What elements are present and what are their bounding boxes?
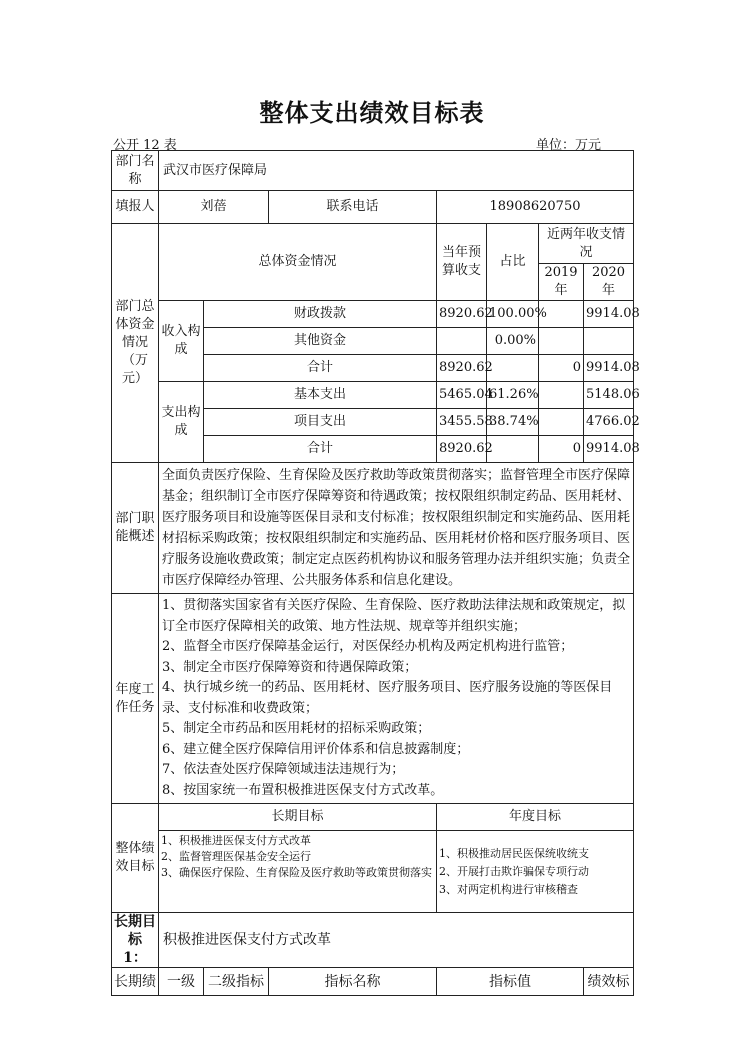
indicator-level2: 二级指标 bbox=[204, 968, 269, 996]
expense-row-ratio bbox=[487, 436, 539, 463]
tasks-label: 年度工作任务 bbox=[112, 594, 159, 804]
expense-row-2020: 9914.08 bbox=[584, 436, 634, 463]
indicator-effect: 绩效标 bbox=[584, 968, 634, 996]
task-item: 5、制定全市药品和医用耗材的招标采购政策； bbox=[162, 721, 431, 736]
task-item: 1、贯彻落实国家省有关医疗保险、生育保险、医疗救助法律法规和政策规定，拟订全市医疗保障相关的政策、地方性法规、规章等并组织实施； bbox=[162, 598, 626, 634]
funds-header-ratio: 占比 bbox=[487, 224, 539, 301]
income-row-2020: 9914.08 bbox=[584, 355, 634, 382]
funds-header-total: 总体资金情况 bbox=[159, 224, 437, 301]
income-row-ratio: 100.00% bbox=[487, 301, 539, 328]
task-item: 7、依法查处医疗保障领域违法违规行为； bbox=[162, 762, 405, 777]
goals-long-header: 长期目标 bbox=[159, 804, 437, 831]
filler-name: 刘蓓 bbox=[159, 191, 269, 224]
indicator-level1: 一级 bbox=[159, 968, 204, 996]
expense-row-name: 基本支出 bbox=[204, 382, 437, 409]
income-row-2019: 0 bbox=[539, 355, 584, 382]
page-title: 整体支出绩效目标表 bbox=[259, 99, 485, 127]
income-row-name: 财政拨款 bbox=[204, 301, 437, 328]
expense-row-2019 bbox=[539, 382, 584, 409]
income-row-name: 其他资金 bbox=[204, 328, 437, 355]
income-row-budget bbox=[437, 328, 487, 355]
funds-year-2020: 2020 年 bbox=[584, 264, 634, 301]
task-item: 3、制定全市医疗保障筹资和待遇保障政策； bbox=[162, 659, 418, 675]
task-item: 4、执行城乡统一的药品、医用耗材、医疗服务项目、医疗服务设施的等医保目录、支付标准和收费政策； bbox=[162, 680, 613, 716]
income-row-budget: 8920.62 bbox=[437, 355, 487, 382]
task-item: 2、监督全市医疗保障基金运行，对医保经办机构及两定机构进行监管； bbox=[162, 639, 574, 654]
long-goal1-label: 长期目标 1： bbox=[112, 913, 159, 968]
expense-label: 支出构成 bbox=[159, 382, 204, 463]
income-row-2019 bbox=[539, 328, 584, 355]
year-goal-item: 3、对两定机构进行审核稽查 bbox=[439, 882, 578, 896]
funds-header-recent: 近两年收支情况 bbox=[539, 224, 634, 264]
funds-year-2019: 2019 年 bbox=[539, 264, 584, 301]
duties-text: 全面负责医疗保险、生育保险及医疗救助等政策贯彻落实；监督管理全市医疗保障基金；组织制订全市医疗保障筹资和待遇政策；按权限组织制定药品、医用耗材、医疗服务项目和设施等医保目录和支付标准；按权限组织制定和实施药品、医用耗材招标采购政策；按权限组织制定和实施药品、医用耗材价格和医疗服务项目、医疗服务设施收费政策；制定定点医药机构协议和服务管理办法并组织实施；负责全市医疗保障经办管理、公共服务体系和信息化建设。 bbox=[159, 463, 634, 594]
expense-row-name: 合计 bbox=[204, 436, 437, 463]
phone-value: 18908620750 bbox=[437, 191, 634, 224]
income-row-2020: 9914.08 bbox=[584, 301, 634, 328]
task-item: 6、建立健全医疗保障信用评价体系和信息披露制度； bbox=[162, 741, 470, 757]
year-goal-item: 2、开展打击欺诈骗保专项行动 bbox=[439, 864, 589, 878]
long-goal-item: 2、监督管理医保基金安全运行 bbox=[161, 850, 311, 863]
expense-row-2020: 5148.06 bbox=[584, 382, 634, 409]
unit-label: 单位：万元 bbox=[536, 138, 602, 153]
expense-row-2019: 0 bbox=[539, 436, 584, 463]
expense-row-budget: 8920.62 bbox=[437, 436, 487, 463]
performance-table bbox=[111, 150, 640, 996]
goals-year-header: 年度目标 bbox=[437, 804, 634, 831]
expense-row-ratio: 61.26% bbox=[487, 382, 539, 409]
expense-row-2019 bbox=[539, 409, 584, 436]
funds-label: 部门总体资金情况（万元） bbox=[112, 224, 159, 463]
expense-row-ratio: 38.74% bbox=[487, 409, 539, 436]
doc-number: 公开 12 表 bbox=[113, 138, 177, 153]
year-goal-item: 1、积极推动居民医保统收统支 bbox=[439, 846, 589, 860]
indicator-name: 指标名称 bbox=[269, 968, 437, 996]
income-row-name: 合计 bbox=[204, 355, 437, 382]
income-row-ratio: 0.00% bbox=[487, 328, 539, 355]
dept-label: 部门名称 bbox=[112, 151, 159, 191]
goals-label: 整体绩效目标 bbox=[112, 804, 159, 913]
goals-year-list bbox=[437, 831, 634, 913]
filler-label: 填报人 bbox=[112, 191, 159, 224]
expense-row-name: 项目支出 bbox=[204, 409, 437, 436]
income-label: 收入构成 bbox=[159, 301, 204, 382]
dept-value: 武汉市医疗保障局 bbox=[159, 151, 634, 191]
indicator-col1: 长期绩 bbox=[112, 968, 159, 996]
income-row-budget: 8920.62 bbox=[437, 301, 487, 328]
income-row-ratio bbox=[487, 355, 539, 382]
phone-label: 联系电话 bbox=[269, 191, 437, 224]
income-row-2020 bbox=[584, 328, 634, 355]
expense-row-budget: 5465.04 bbox=[437, 382, 487, 409]
tasks-list bbox=[159, 594, 634, 804]
long-goal1-value: 积极推进医保支付方式改革 bbox=[159, 913, 634, 968]
long-goal-item: 1、积极推进医保支付方式改革 bbox=[161, 834, 311, 847]
long-goal-item: 3、确保医疗保险、生育保险及医疗救助等政策贯彻落实 bbox=[161, 866, 432, 879]
duties-label: 部门职能概述 bbox=[112, 463, 159, 594]
indicator-value: 指标值 bbox=[437, 968, 584, 996]
goals-long-list bbox=[159, 831, 437, 913]
expense-row-budget: 3455.58 bbox=[437, 409, 487, 436]
funds-header-budget: 当年预算收支 bbox=[437, 224, 487, 301]
task-item: 8、按国家统一布置积极推进医保支付方式改革。 bbox=[162, 782, 444, 798]
expense-row-2020: 4766.02 bbox=[584, 409, 634, 436]
